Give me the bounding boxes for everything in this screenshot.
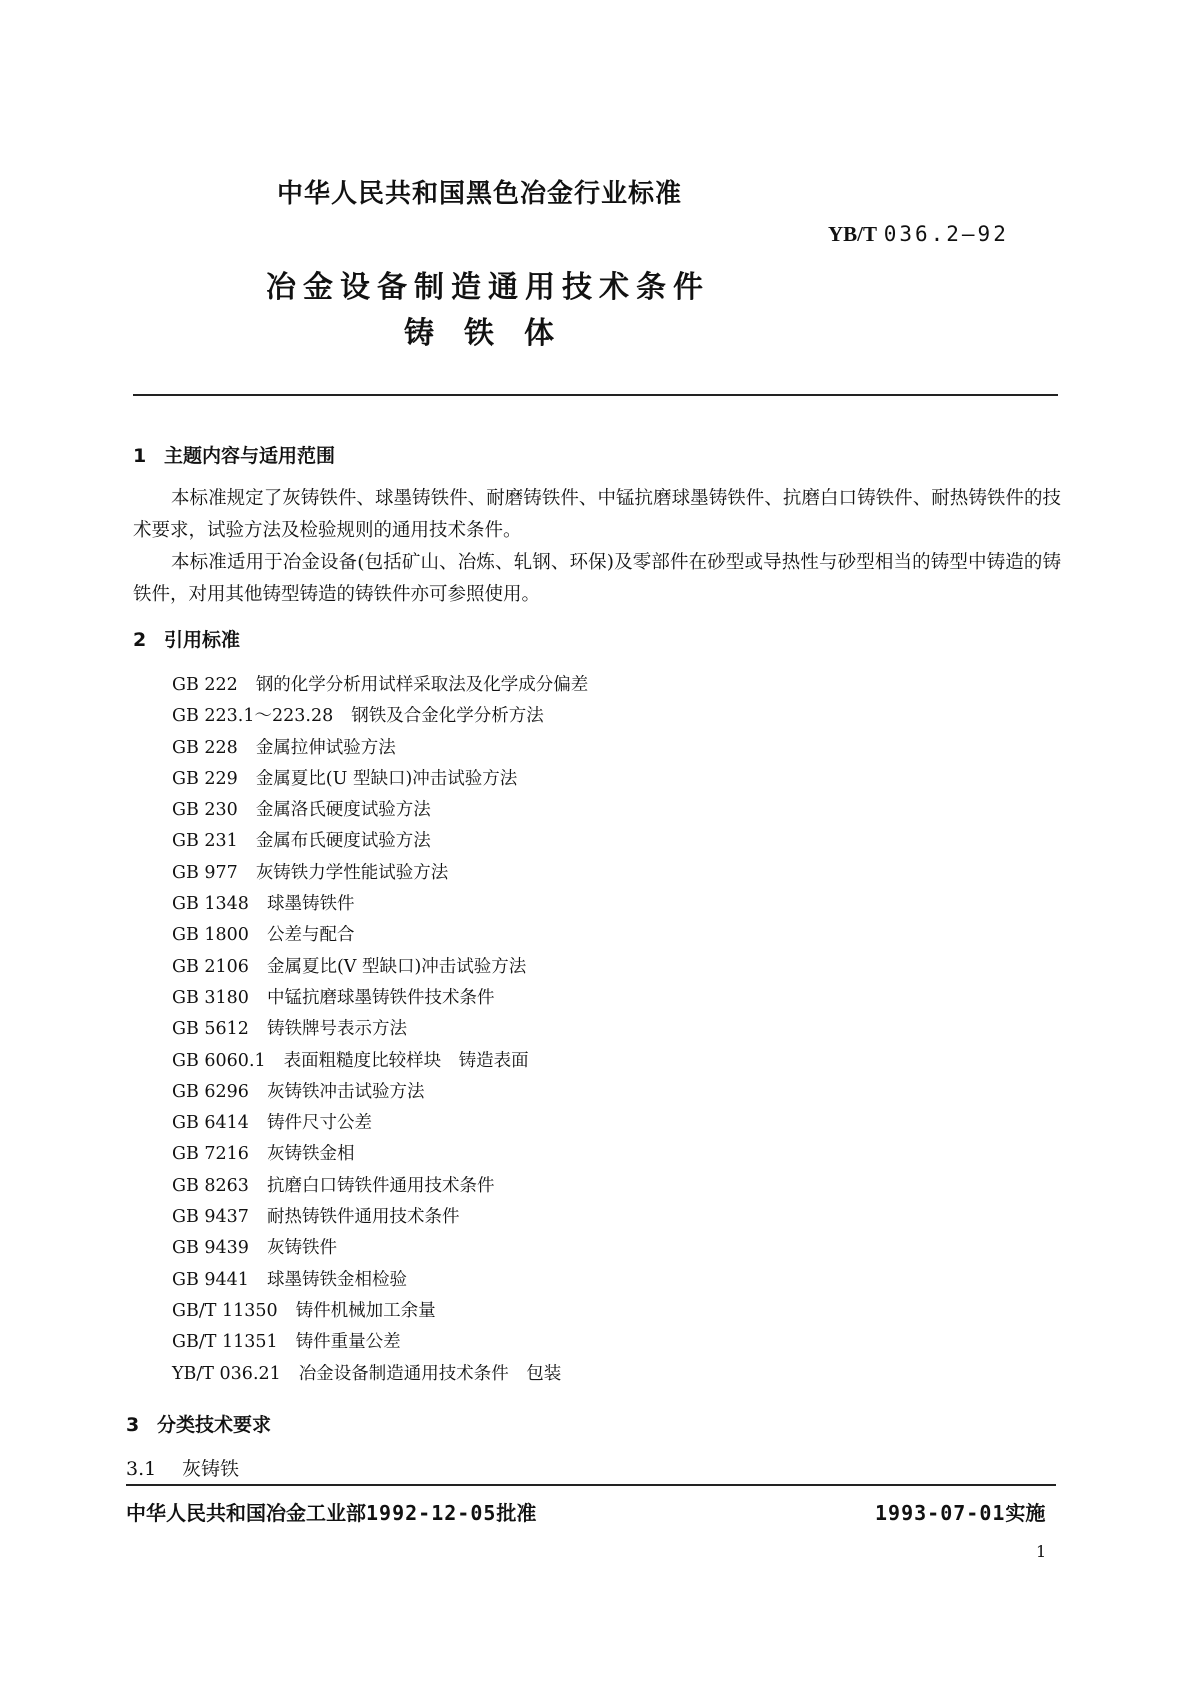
reference-code: GB 6060.1 [172,1050,266,1071]
subsection-3-1-heading [126,1454,239,1481]
section-title: 分类技术要求 [157,1414,272,1436]
reference-item [172,764,588,795]
reference-code: GB 3180 [172,987,249,1008]
reference-item [172,1171,588,1202]
reference-title: 钢的化学分析用试样采取法及化学成分偏差 [255,675,589,695]
standard-prefix: YB/T [828,222,878,246]
document-title: 冶金设备制造通用技术条件 [266,270,710,305]
subsection-number: 3.1 [126,1458,157,1480]
reference-code: GB 7216 [172,1144,249,1165]
reference-code: GB 9441 [172,1269,249,1290]
reference-code: GB 222 [172,675,238,695]
issuing-organization: 中华人民共和国黑色冶金行业标准 [277,179,683,209]
section-title: 引用标准 [164,629,241,651]
reference-code: GB 228 [172,737,238,758]
reference-code: GB/T 11350 [172,1300,278,1321]
reference-code: GB 230 [172,800,238,821]
section-2-heading [133,625,240,652]
section-number: 2 [133,629,147,651]
reference-title: 球墨铸铁金相检验 [266,1269,407,1290]
reference-title: 金属洛氏硬度试验方法 [255,800,431,821]
reference-item [172,1202,588,1233]
reference-code: GB 6296 [172,1081,249,1102]
section-1-paragraph-2: 本标准适用于冶金设备(包括矿山、冶炼、轧钢、环保)及零部件在砂型或导热性与砂型相当的铸型中铸造的铸铁件，对用其他铸型铸造的铸铁件亦可参照使用。 [133,552,1061,605]
subsection-title: 灰铸铁 [182,1458,240,1480]
section-1-paragraph-1: 本标准规定了灰铸铁件、球墨铸铁件、耐磨铸铁件、中锰抗磨球墨铸铁件、抗磨白口铸铁件、耐热铸铁件的技术要求，试验方法及检验规则的通用技术条件。 [133,488,1061,541]
reference-item [172,1108,588,1139]
section-3-heading [126,1410,271,1437]
reference-code: GB 1348 [172,894,249,915]
approval-line [126,1497,536,1526]
section-1-heading [133,441,335,468]
approve-suffix: 批准 [496,1501,537,1525]
reference-item [172,1046,588,1077]
approve-date: 1992-12-05 [366,1501,497,1525]
reference-code: GB 229 [172,768,238,789]
reference-title: 铸件尺寸公差 [266,1113,372,1134]
reference-code: GB 9439 [172,1238,249,1259]
reference-item [172,1014,588,1045]
reference-title: 灰铸铁件 [266,1238,337,1259]
reference-title: 灰铸铁冲击试验方法 [266,1081,425,1102]
reference-title: 耐热铸铁件通用技术条件 [266,1207,460,1228]
footer-divider [126,1484,1056,1486]
reference-item [172,1077,588,1108]
reference-code: GB 1800 [172,925,249,946]
page-number: 1 [1036,1542,1047,1561]
reference-item [172,920,588,951]
reference-code: GB/T 11351 [172,1332,278,1353]
reference-code: GB 231 [172,831,238,852]
reference-item [172,952,588,983]
reference-code: GB 5612 [172,1019,249,1040]
reference-item [172,1139,588,1170]
reference-title: 金属夏比(U 型缺口)冲击试验方法 [255,768,518,789]
section-number: 1 [133,445,147,467]
reference-item [172,983,588,1014]
reference-item [172,1359,588,1390]
reference-item [172,826,588,857]
reference-item [172,795,588,826]
reference-title: 金属拉伸试验方法 [255,737,396,758]
reference-title: 表面粗糙度比较样块 铸造表面 [283,1050,529,1071]
reference-item [172,733,588,764]
reference-title: 灰铸铁力学性能试验方法 [255,862,449,883]
reference-title: 铸件重量公差 [295,1332,401,1353]
effective-suffix: 实施 [1005,1501,1046,1525]
reference-code: GB 9437 [172,1207,249,1228]
reference-code: YB/T 036.21 [172,1363,281,1384]
approver: 中华人民共和国冶金工业部 [126,1501,366,1525]
reference-code: GB 2106 [172,956,249,977]
reference-code: GB 223.1～223.28 [172,706,334,727]
section-title: 主题内容与适用范围 [164,445,336,467]
reference-title: 钢铁及合金化学分析方法 [351,706,544,727]
reference-title: 灰铸铁金相 [266,1144,355,1165]
reference-title: 金属夏比(V 型缺口)冲击试验方法 [266,956,527,977]
reference-title: 中锰抗磨球墨铸铁件技术条件 [266,987,495,1008]
reference-code: GB 6414 [172,1113,249,1134]
reference-item [172,1233,588,1264]
reference-item [172,1327,588,1358]
reference-title: 冶金设备制造通用技术条件 包装 [298,1363,562,1384]
reference-title: 公差与配合 [266,925,355,946]
effective-line [875,1497,1045,1526]
reference-item [172,701,588,732]
reference-code: GB 8263 [172,1175,249,1196]
reference-item [172,1265,588,1296]
reference-item [172,670,588,701]
reference-item [172,858,588,889]
reference-item [172,889,588,920]
section-number: 3 [126,1414,140,1436]
reference-title: 铸铁牌号表示方法 [266,1019,407,1040]
reference-list [172,670,588,1390]
document-subtitle: 铸铁体 [404,316,584,351]
reference-title: 球墨铸铁件 [266,894,355,915]
effective-date: 1993-07-01 [875,1501,1006,1525]
reference-title: 金属布氏硬度试验方法 [255,831,431,852]
header-divider [133,394,1058,396]
reference-title: 抗磨白口铸铁件通用技术条件 [266,1175,495,1196]
standard-number: 036.2—92 [883,222,1009,246]
reference-title: 铸件机械加工余量 [295,1300,436,1321]
standard-code [828,222,1009,247]
reference-item [172,1296,588,1327]
reference-code: GB 977 [172,862,238,883]
